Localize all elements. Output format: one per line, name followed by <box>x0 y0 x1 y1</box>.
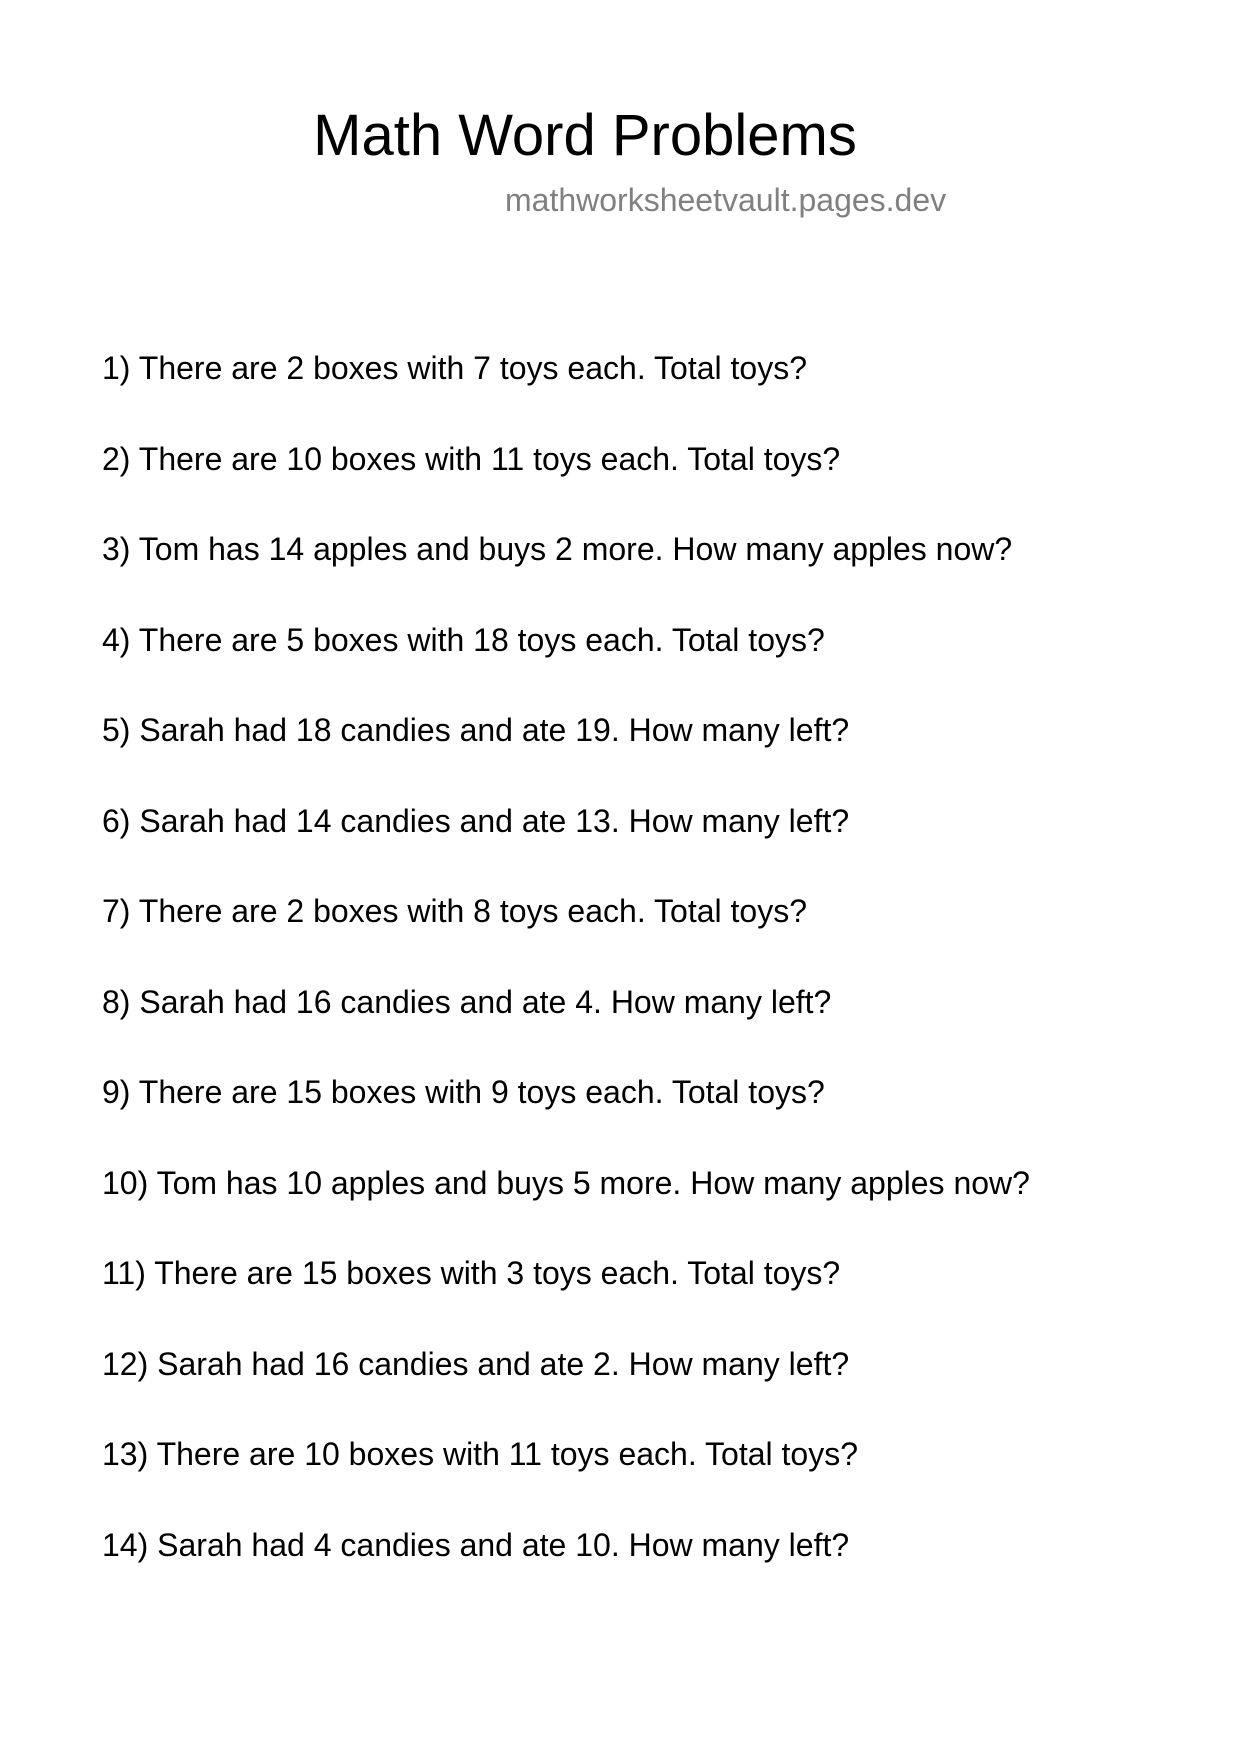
problem-item: 10) Tom has 10 apples and buys 5 more. How many apples now? <box>102 1164 1030 1201</box>
problem-item: 14) Sarah had 4 candies and ate 10. How many left? <box>102 1526 850 1563</box>
problem-item: 9) There are 15 boxes with 9 toys each. Total toys? <box>102 1074 825 1110</box>
problem-item: 8) Sarah had 16 candies and ate 4. How many left? <box>102 983 832 1020</box>
problem-item: 11) There are 15 boxes with 3 toys each. Total toys? <box>102 1255 841 1291</box>
problem-item: 1) There are 2 boxes with 7 toys each. Total toys? <box>102 350 807 386</box>
problem-item: 3) Tom has 14 apples and buys 2 more. How many apples now? <box>102 531 1013 567</box>
page-title: Math Word Problems <box>313 103 857 168</box>
problem-item: 2) There are 10 boxes with 11 toys each. Total toys? <box>102 440 841 477</box>
problem-item: 5) Sarah had 18 candies and ate 19. How many left? <box>102 712 850 748</box>
problem-item: 4) There are 5 boxes with 18 toys each. Total toys? <box>102 621 825 658</box>
problem-item: 7) There are 2 boxes with 8 toys each. Total toys? <box>102 893 807 929</box>
problem-item: 13) There are 10 boxes with 11 toys each. Total toys? <box>102 1436 858 1472</box>
problem-list <box>102 348 1030 1615</box>
problem-item: 12) Sarah had 16 candies and ate 2. How many left? <box>102 1345 850 1382</box>
site-url: mathworksheetvault.pages.dev <box>505 182 947 218</box>
problem-item: 6) Sarah had 14 candies and ate 13. How many left? <box>102 802 850 839</box>
